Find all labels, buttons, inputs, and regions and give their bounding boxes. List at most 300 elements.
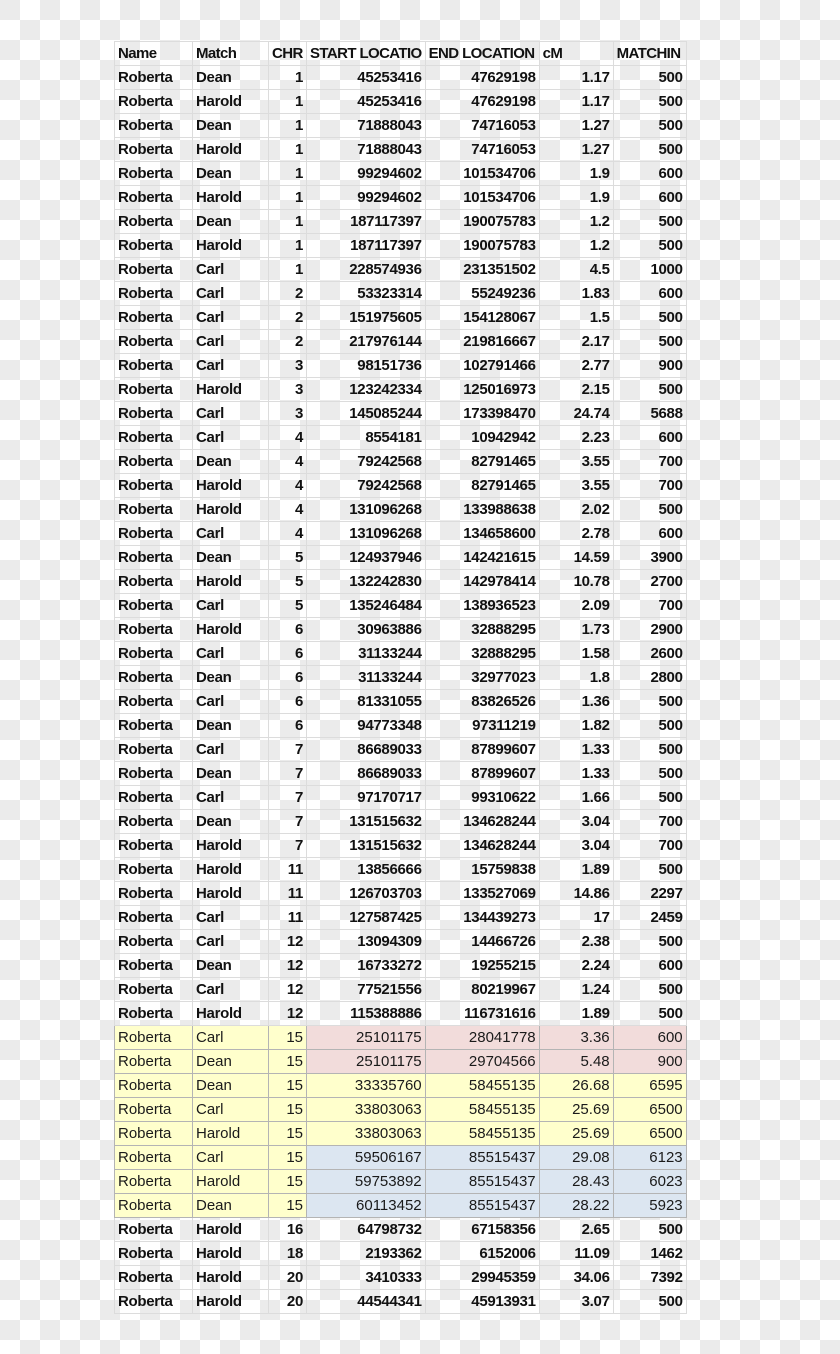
cell-chr[interactable]: 15 — [269, 1170, 307, 1194]
cell-start-location[interactable]: 127587425 — [307, 906, 426, 930]
cell-match[interactable]: Carl — [193, 258, 269, 282]
cell-match[interactable]: Carl — [193, 1098, 269, 1122]
cell-match[interactable]: Dean — [193, 954, 269, 978]
cell-cm[interactable]: 25.69 — [539, 1098, 613, 1122]
cell-chr[interactable]: 15 — [269, 1146, 307, 1170]
cell-name[interactable]: Roberta — [115, 330, 193, 354]
cell-name[interactable]: Roberta — [115, 450, 193, 474]
cell-cm[interactable]: 29.08 — [539, 1146, 613, 1170]
cell-match[interactable]: Carl — [193, 1146, 269, 1170]
cell-end-location[interactable]: 82791465 — [425, 450, 539, 474]
cell-cm[interactable]: 14.59 — [539, 546, 613, 570]
cell-match[interactable]: Dean — [193, 210, 269, 234]
cell-chr[interactable]: 15 — [269, 1122, 307, 1146]
cell-start-location[interactable]: 13856666 — [307, 858, 426, 882]
cell-end-location[interactable]: 85515437 — [425, 1170, 539, 1194]
cell-name[interactable]: Roberta — [115, 282, 193, 306]
header-matching[interactable]: MATCHIN — [613, 42, 686, 66]
cell-name[interactable]: Roberta — [115, 666, 193, 690]
cell-chr[interactable]: 3 — [269, 402, 307, 426]
cell-cm[interactable]: 34.06 — [539, 1266, 613, 1290]
cell-chr[interactable]: 11 — [269, 882, 307, 906]
cell-matching[interactable]: 500 — [613, 714, 686, 738]
cell-matching[interactable]: 700 — [613, 834, 686, 858]
cell-name[interactable]: Roberta — [115, 882, 193, 906]
cell-matching[interactable]: 900 — [613, 354, 686, 378]
cell-chr[interactable]: 5 — [269, 594, 307, 618]
cell-end-location[interactable]: 85515437 — [425, 1146, 539, 1170]
cell-name[interactable]: Roberta — [115, 1290, 193, 1314]
cell-start-location[interactable]: 31133244 — [307, 642, 426, 666]
cell-start-location[interactable]: 126703703 — [307, 882, 426, 906]
cell-name[interactable]: Roberta — [115, 426, 193, 450]
cell-end-location[interactable]: 15759838 — [425, 858, 539, 882]
cell-end-location[interactable]: 74716053 — [425, 114, 539, 138]
cell-chr[interactable]: 1 — [269, 234, 307, 258]
cell-matching[interactable]: 500 — [613, 858, 686, 882]
cell-matching[interactable]: 900 — [613, 1050, 686, 1074]
cell-end-location[interactable]: 87899607 — [425, 738, 539, 762]
cell-match[interactable]: Harold — [193, 1002, 269, 1026]
cell-cm[interactable]: 1.66 — [539, 786, 613, 810]
cell-match[interactable]: Harold — [193, 882, 269, 906]
cell-chr[interactable]: 15 — [269, 1074, 307, 1098]
cell-start-location[interactable]: 25101175 — [307, 1050, 426, 1074]
cell-match[interactable]: Carl — [193, 906, 269, 930]
cell-cm[interactable]: 3.55 — [539, 450, 613, 474]
cell-name[interactable]: Roberta — [115, 762, 193, 786]
cell-chr[interactable]: 12 — [269, 978, 307, 1002]
cell-end-location[interactable]: 67158356 — [425, 1218, 539, 1242]
cell-name[interactable]: Roberta — [115, 834, 193, 858]
cell-cm[interactable]: 1.33 — [539, 762, 613, 786]
cell-cm[interactable]: 28.22 — [539, 1194, 613, 1218]
cell-name[interactable]: Roberta — [115, 1242, 193, 1266]
cell-matching[interactable]: 500 — [613, 138, 686, 162]
cell-name[interactable]: Roberta — [115, 1098, 193, 1122]
cell-matching[interactable]: 700 — [613, 450, 686, 474]
cell-chr[interactable]: 15 — [269, 1050, 307, 1074]
cell-chr[interactable]: 4 — [269, 522, 307, 546]
cell-matching[interactable]: 500 — [613, 498, 686, 522]
cell-cm[interactable]: 25.69 — [539, 1122, 613, 1146]
cell-start-location[interactable]: 86689033 — [307, 738, 426, 762]
cell-start-location[interactable]: 145085244 — [307, 402, 426, 426]
cell-cm[interactable]: 1.89 — [539, 858, 613, 882]
cell-end-location[interactable]: 97311219 — [425, 714, 539, 738]
header-match[interactable]: Match — [193, 42, 269, 66]
cell-cm[interactable]: 1.17 — [539, 66, 613, 90]
cell-name[interactable]: Roberta — [115, 186, 193, 210]
cell-cm[interactable]: 1.83 — [539, 282, 613, 306]
cell-start-location[interactable]: 131515632 — [307, 810, 426, 834]
cell-match[interactable]: Carl — [193, 522, 269, 546]
cell-start-location[interactable]: 71888043 — [307, 138, 426, 162]
cell-cm[interactable]: 1.5 — [539, 306, 613, 330]
cell-matching[interactable]: 700 — [613, 810, 686, 834]
cell-cm[interactable]: 1.9 — [539, 186, 613, 210]
cell-start-location[interactable]: 98151736 — [307, 354, 426, 378]
cell-end-location[interactable]: 99310622 — [425, 786, 539, 810]
cell-chr[interactable]: 2 — [269, 306, 307, 330]
cell-match[interactable]: Carl — [193, 402, 269, 426]
cell-chr[interactable]: 6 — [269, 642, 307, 666]
cell-end-location[interactable]: 29945359 — [425, 1266, 539, 1290]
cell-match[interactable]: Carl — [193, 306, 269, 330]
cell-name[interactable]: Roberta — [115, 930, 193, 954]
header-cm[interactable]: cM — [539, 42, 613, 66]
cell-chr[interactable]: 6 — [269, 714, 307, 738]
header-name[interactable]: Name — [115, 42, 193, 66]
cell-matching[interactable]: 600 — [613, 954, 686, 978]
cell-name[interactable]: Roberta — [115, 66, 193, 90]
cell-start-location[interactable]: 97170717 — [307, 786, 426, 810]
cell-match[interactable]: Dean — [193, 762, 269, 786]
cell-matching[interactable]: 2297 — [613, 882, 686, 906]
cell-chr[interactable]: 6 — [269, 666, 307, 690]
cell-start-location[interactable]: 33803063 — [307, 1122, 426, 1146]
cell-match[interactable]: Harold — [193, 234, 269, 258]
cell-matching[interactable]: 5923 — [613, 1194, 686, 1218]
cell-name[interactable]: Roberta — [115, 858, 193, 882]
cell-chr[interactable]: 1 — [269, 162, 307, 186]
cell-match[interactable]: Harold — [193, 1170, 269, 1194]
cell-cm[interactable]: 1.17 — [539, 90, 613, 114]
cell-start-location[interactable]: 77521556 — [307, 978, 426, 1002]
cell-start-location[interactable]: 99294602 — [307, 186, 426, 210]
cell-end-location[interactable]: 80219967 — [425, 978, 539, 1002]
cell-start-location[interactable]: 45253416 — [307, 90, 426, 114]
cell-matching[interactable]: 6023 — [613, 1170, 686, 1194]
cell-start-location[interactable]: 81331055 — [307, 690, 426, 714]
cell-matching[interactable]: 5688 — [613, 402, 686, 426]
cell-name[interactable]: Roberta — [115, 210, 193, 234]
cell-chr[interactable]: 18 — [269, 1242, 307, 1266]
cell-matching[interactable]: 500 — [613, 1002, 686, 1026]
cell-matching[interactable]: 500 — [613, 330, 686, 354]
cell-start-location[interactable]: 187117397 — [307, 210, 426, 234]
cell-name[interactable]: Roberta — [115, 810, 193, 834]
cell-start-location[interactable]: 25101175 — [307, 1026, 426, 1050]
cell-chr[interactable]: 7 — [269, 834, 307, 858]
cell-chr[interactable]: 5 — [269, 570, 307, 594]
cell-name[interactable]: Roberta — [115, 522, 193, 546]
cell-matching[interactable]: 600 — [613, 522, 686, 546]
cell-start-location[interactable]: 228574936 — [307, 258, 426, 282]
cell-start-location[interactable]: 131515632 — [307, 834, 426, 858]
cell-end-location[interactable]: 32888295 — [425, 618, 539, 642]
cell-chr[interactable]: 1 — [269, 186, 307, 210]
cell-end-location[interactable]: 138936523 — [425, 594, 539, 618]
cell-start-location[interactable]: 59753892 — [307, 1170, 426, 1194]
cell-name[interactable]: Roberta — [115, 954, 193, 978]
cell-chr[interactable]: 2 — [269, 330, 307, 354]
header-end-location[interactable]: END LOCATION — [425, 42, 539, 66]
cell-start-location[interactable]: 13094309 — [307, 930, 426, 954]
cell-chr[interactable]: 15 — [269, 1026, 307, 1050]
cell-start-location[interactable]: 31133244 — [307, 666, 426, 690]
cell-matching[interactable]: 1462 — [613, 1242, 686, 1266]
cell-name[interactable]: Roberta — [115, 1026, 193, 1050]
cell-match[interactable]: Harold — [193, 90, 269, 114]
cell-chr[interactable]: 20 — [269, 1290, 307, 1314]
cell-matching[interactable]: 500 — [613, 786, 686, 810]
cell-matching[interactable]: 500 — [613, 90, 686, 114]
cell-matching[interactable]: 2900 — [613, 618, 686, 642]
cell-name[interactable]: Roberta — [115, 594, 193, 618]
cell-match[interactable]: Dean — [193, 114, 269, 138]
cell-name[interactable]: Roberta — [115, 498, 193, 522]
cell-chr[interactable]: 12 — [269, 1002, 307, 1026]
cell-start-location[interactable]: 132242830 — [307, 570, 426, 594]
cell-name[interactable]: Roberta — [115, 546, 193, 570]
cell-end-location[interactable]: 19255215 — [425, 954, 539, 978]
cell-name[interactable]: Roberta — [115, 1266, 193, 1290]
cell-end-location[interactable]: 29704566 — [425, 1050, 539, 1074]
cell-cm[interactable]: 3.04 — [539, 810, 613, 834]
cell-cm[interactable]: 2.15 — [539, 378, 613, 402]
cell-matching[interactable]: 500 — [613, 114, 686, 138]
cell-chr[interactable]: 4 — [269, 450, 307, 474]
cell-cm[interactable]: 2.78 — [539, 522, 613, 546]
cell-name[interactable]: Roberta — [115, 306, 193, 330]
cell-name[interactable]: Roberta — [115, 162, 193, 186]
cell-name[interactable]: Roberta — [115, 570, 193, 594]
cell-start-location[interactable]: 123242334 — [307, 378, 426, 402]
cell-match[interactable]: Harold — [193, 474, 269, 498]
cell-end-location[interactable]: 190075783 — [425, 234, 539, 258]
cell-chr[interactable]: 20 — [269, 1266, 307, 1290]
cell-matching[interactable]: 1000 — [613, 258, 686, 282]
cell-match[interactable]: Harold — [193, 1266, 269, 1290]
cell-cm[interactable]: 10.78 — [539, 570, 613, 594]
cell-cm[interactable]: 2.02 — [539, 498, 613, 522]
cell-end-location[interactable]: 231351502 — [425, 258, 539, 282]
cell-start-location[interactable]: 135246484 — [307, 594, 426, 618]
cell-name[interactable]: Roberta — [115, 618, 193, 642]
cell-name[interactable]: Roberta — [115, 1074, 193, 1098]
cell-match[interactable]: Dean — [193, 66, 269, 90]
cell-cm[interactable]: 1.24 — [539, 978, 613, 1002]
cell-matching[interactable]: 6123 — [613, 1146, 686, 1170]
cell-chr[interactable]: 6 — [269, 690, 307, 714]
cell-end-location[interactable]: 47629198 — [425, 90, 539, 114]
cell-end-location[interactable]: 14466726 — [425, 930, 539, 954]
cell-matching[interactable]: 600 — [613, 162, 686, 186]
cell-end-location[interactable]: 134439273 — [425, 906, 539, 930]
cell-name[interactable]: Roberta — [115, 138, 193, 162]
cell-name[interactable]: Roberta — [115, 978, 193, 1002]
cell-start-location[interactable]: 16733272 — [307, 954, 426, 978]
cell-start-location[interactable]: 59506167 — [307, 1146, 426, 1170]
cell-name[interactable]: Roberta — [115, 1194, 193, 1218]
cell-matching[interactable]: 6500 — [613, 1098, 686, 1122]
cell-name[interactable]: Roberta — [115, 786, 193, 810]
cell-name[interactable]: Roberta — [115, 234, 193, 258]
cell-matching[interactable]: 500 — [613, 66, 686, 90]
cell-cm[interactable]: 2.23 — [539, 426, 613, 450]
cell-start-location[interactable]: 79242568 — [307, 474, 426, 498]
cell-chr[interactable]: 6 — [269, 618, 307, 642]
cell-start-location[interactable]: 115388886 — [307, 1002, 426, 1026]
cell-match[interactable]: Dean — [193, 1050, 269, 1074]
cell-matching[interactable]: 6500 — [613, 1122, 686, 1146]
cell-name[interactable]: Roberta — [115, 258, 193, 282]
cell-chr[interactable]: 1 — [269, 66, 307, 90]
cell-match[interactable]: Carl — [193, 426, 269, 450]
cell-chr[interactable]: 5 — [269, 546, 307, 570]
cell-name[interactable]: Roberta — [115, 1146, 193, 1170]
cell-match[interactable]: Carl — [193, 1026, 269, 1050]
cell-chr[interactable]: 12 — [269, 930, 307, 954]
cell-end-location[interactable]: 142978414 — [425, 570, 539, 594]
cell-match[interactable]: Harold — [193, 378, 269, 402]
cell-match[interactable]: Carl — [193, 786, 269, 810]
cell-end-location[interactable]: 134628244 — [425, 810, 539, 834]
cell-cm[interactable]: 28.43 — [539, 1170, 613, 1194]
cell-end-location[interactable]: 83826526 — [425, 690, 539, 714]
cell-chr[interactable]: 15 — [269, 1098, 307, 1122]
cell-chr[interactable]: 15 — [269, 1194, 307, 1218]
cell-name[interactable]: Roberta — [115, 474, 193, 498]
cell-cm[interactable]: 3.07 — [539, 1290, 613, 1314]
cell-match[interactable]: Dean — [193, 810, 269, 834]
cell-chr[interactable]: 7 — [269, 810, 307, 834]
cell-matching[interactable]: 500 — [613, 738, 686, 762]
cell-cm[interactable]: 1.27 — [539, 114, 613, 138]
cell-chr[interactable]: 4 — [269, 474, 307, 498]
cell-chr[interactable]: 7 — [269, 786, 307, 810]
cell-name[interactable]: Roberta — [115, 1122, 193, 1146]
cell-matching[interactable]: 600 — [613, 1026, 686, 1050]
cell-cm[interactable]: 24.74 — [539, 402, 613, 426]
cell-start-location[interactable]: 44544341 — [307, 1290, 426, 1314]
cell-matching[interactable]: 3900 — [613, 546, 686, 570]
cell-name[interactable]: Roberta — [115, 402, 193, 426]
cell-match[interactable]: Harold — [193, 618, 269, 642]
cell-end-location[interactable]: 87899607 — [425, 762, 539, 786]
cell-end-location[interactable]: 142421615 — [425, 546, 539, 570]
cell-end-location[interactable]: 125016973 — [425, 378, 539, 402]
cell-cm[interactable]: 26.68 — [539, 1074, 613, 1098]
cell-cm[interactable]: 2.09 — [539, 594, 613, 618]
cell-end-location[interactable]: 47629198 — [425, 66, 539, 90]
cell-end-location[interactable]: 45913931 — [425, 1290, 539, 1314]
cell-end-location[interactable]: 134628244 — [425, 834, 539, 858]
cell-matching[interactable]: 500 — [613, 234, 686, 258]
cell-end-location[interactable]: 58455135 — [425, 1098, 539, 1122]
cell-matching[interactable]: 2800 — [613, 666, 686, 690]
cell-name[interactable]: Roberta — [115, 1002, 193, 1026]
cell-matching[interactable]: 2700 — [613, 570, 686, 594]
cell-end-location[interactable]: 154128067 — [425, 306, 539, 330]
cell-chr[interactable]: 7 — [269, 738, 307, 762]
cell-chr[interactable]: 1 — [269, 138, 307, 162]
cell-start-location[interactable]: 33335760 — [307, 1074, 426, 1098]
cell-cm[interactable]: 1.2 — [539, 234, 613, 258]
cell-start-location[interactable]: 86689033 — [307, 762, 426, 786]
cell-end-location[interactable]: 85515437 — [425, 1194, 539, 1218]
cell-start-location[interactable]: 8554181 — [307, 426, 426, 450]
cell-name[interactable]: Roberta — [115, 690, 193, 714]
cell-start-location[interactable]: 53323314 — [307, 282, 426, 306]
cell-match[interactable]: Carl — [193, 738, 269, 762]
cell-chr[interactable]: 16 — [269, 1218, 307, 1242]
cell-match[interactable]: Harold — [193, 834, 269, 858]
cell-matching[interactable]: 6595 — [613, 1074, 686, 1098]
cell-name[interactable]: Roberta — [115, 378, 193, 402]
cell-chr[interactable]: 4 — [269, 426, 307, 450]
cell-matching[interactable]: 500 — [613, 690, 686, 714]
cell-start-location[interactable]: 187117397 — [307, 234, 426, 258]
cell-cm[interactable]: 2.77 — [539, 354, 613, 378]
cell-name[interactable]: Roberta — [115, 354, 193, 378]
cell-match[interactable]: Dean — [193, 1074, 269, 1098]
cell-match[interactable]: Harold — [193, 858, 269, 882]
cell-cm[interactable]: 3.55 — [539, 474, 613, 498]
cell-start-location[interactable]: 60113452 — [307, 1194, 426, 1218]
cell-end-location[interactable]: 32888295 — [425, 642, 539, 666]
cell-match[interactable]: Carl — [193, 930, 269, 954]
cell-matching[interactable]: 500 — [613, 762, 686, 786]
cell-cm[interactable]: 14.86 — [539, 882, 613, 906]
cell-end-location[interactable]: 6152006 — [425, 1242, 539, 1266]
cell-start-location[interactable]: 217976144 — [307, 330, 426, 354]
cell-match[interactable]: Dean — [193, 714, 269, 738]
cell-start-location[interactable]: 30963886 — [307, 618, 426, 642]
cell-matching[interactable]: 600 — [613, 282, 686, 306]
cell-cm[interactable]: 4.5 — [539, 258, 613, 282]
cell-start-location[interactable]: 45253416 — [307, 66, 426, 90]
cell-match[interactable]: Harold — [193, 498, 269, 522]
cell-name[interactable]: Roberta — [115, 642, 193, 666]
header-chr[interactable]: CHR — [269, 42, 307, 66]
cell-matching[interactable]: 500 — [613, 1218, 686, 1242]
cell-start-location[interactable]: 3410333 — [307, 1266, 426, 1290]
cell-match[interactable]: Carl — [193, 594, 269, 618]
cell-name[interactable]: Roberta — [115, 114, 193, 138]
cell-match[interactable]: Dean — [193, 1194, 269, 1218]
cell-cm[interactable]: 1.36 — [539, 690, 613, 714]
cell-matching[interactable]: 2459 — [613, 906, 686, 930]
cell-matching[interactable]: 500 — [613, 930, 686, 954]
cell-name[interactable]: Roberta — [115, 738, 193, 762]
cell-start-location[interactable]: 64798732 — [307, 1218, 426, 1242]
cell-match[interactable]: Harold — [193, 570, 269, 594]
cell-cm[interactable]: 1.73 — [539, 618, 613, 642]
cell-cm[interactable]: 1.58 — [539, 642, 613, 666]
cell-cm[interactable]: 1.8 — [539, 666, 613, 690]
cell-cm[interactable]: 1.2 — [539, 210, 613, 234]
cell-match[interactable]: Harold — [193, 186, 269, 210]
cell-start-location[interactable]: 131096268 — [307, 522, 426, 546]
cell-end-location[interactable]: 116731616 — [425, 1002, 539, 1026]
cell-end-location[interactable]: 134658600 — [425, 522, 539, 546]
cell-matching[interactable]: 7392 — [613, 1266, 686, 1290]
cell-cm[interactable]: 1.33 — [539, 738, 613, 762]
cell-cm[interactable]: 3.36 — [539, 1026, 613, 1050]
cell-cm[interactable]: 2.65 — [539, 1218, 613, 1242]
cell-end-location[interactable]: 28041778 — [425, 1026, 539, 1050]
cell-chr[interactable]: 1 — [269, 258, 307, 282]
cell-match[interactable]: Carl — [193, 978, 269, 1002]
cell-end-location[interactable]: 219816667 — [425, 330, 539, 354]
cell-end-location[interactable]: 133988638 — [425, 498, 539, 522]
cell-match[interactable]: Carl — [193, 354, 269, 378]
cell-end-location[interactable]: 173398470 — [425, 402, 539, 426]
cell-name[interactable]: Roberta — [115, 906, 193, 930]
cell-end-location[interactable]: 55249236 — [425, 282, 539, 306]
